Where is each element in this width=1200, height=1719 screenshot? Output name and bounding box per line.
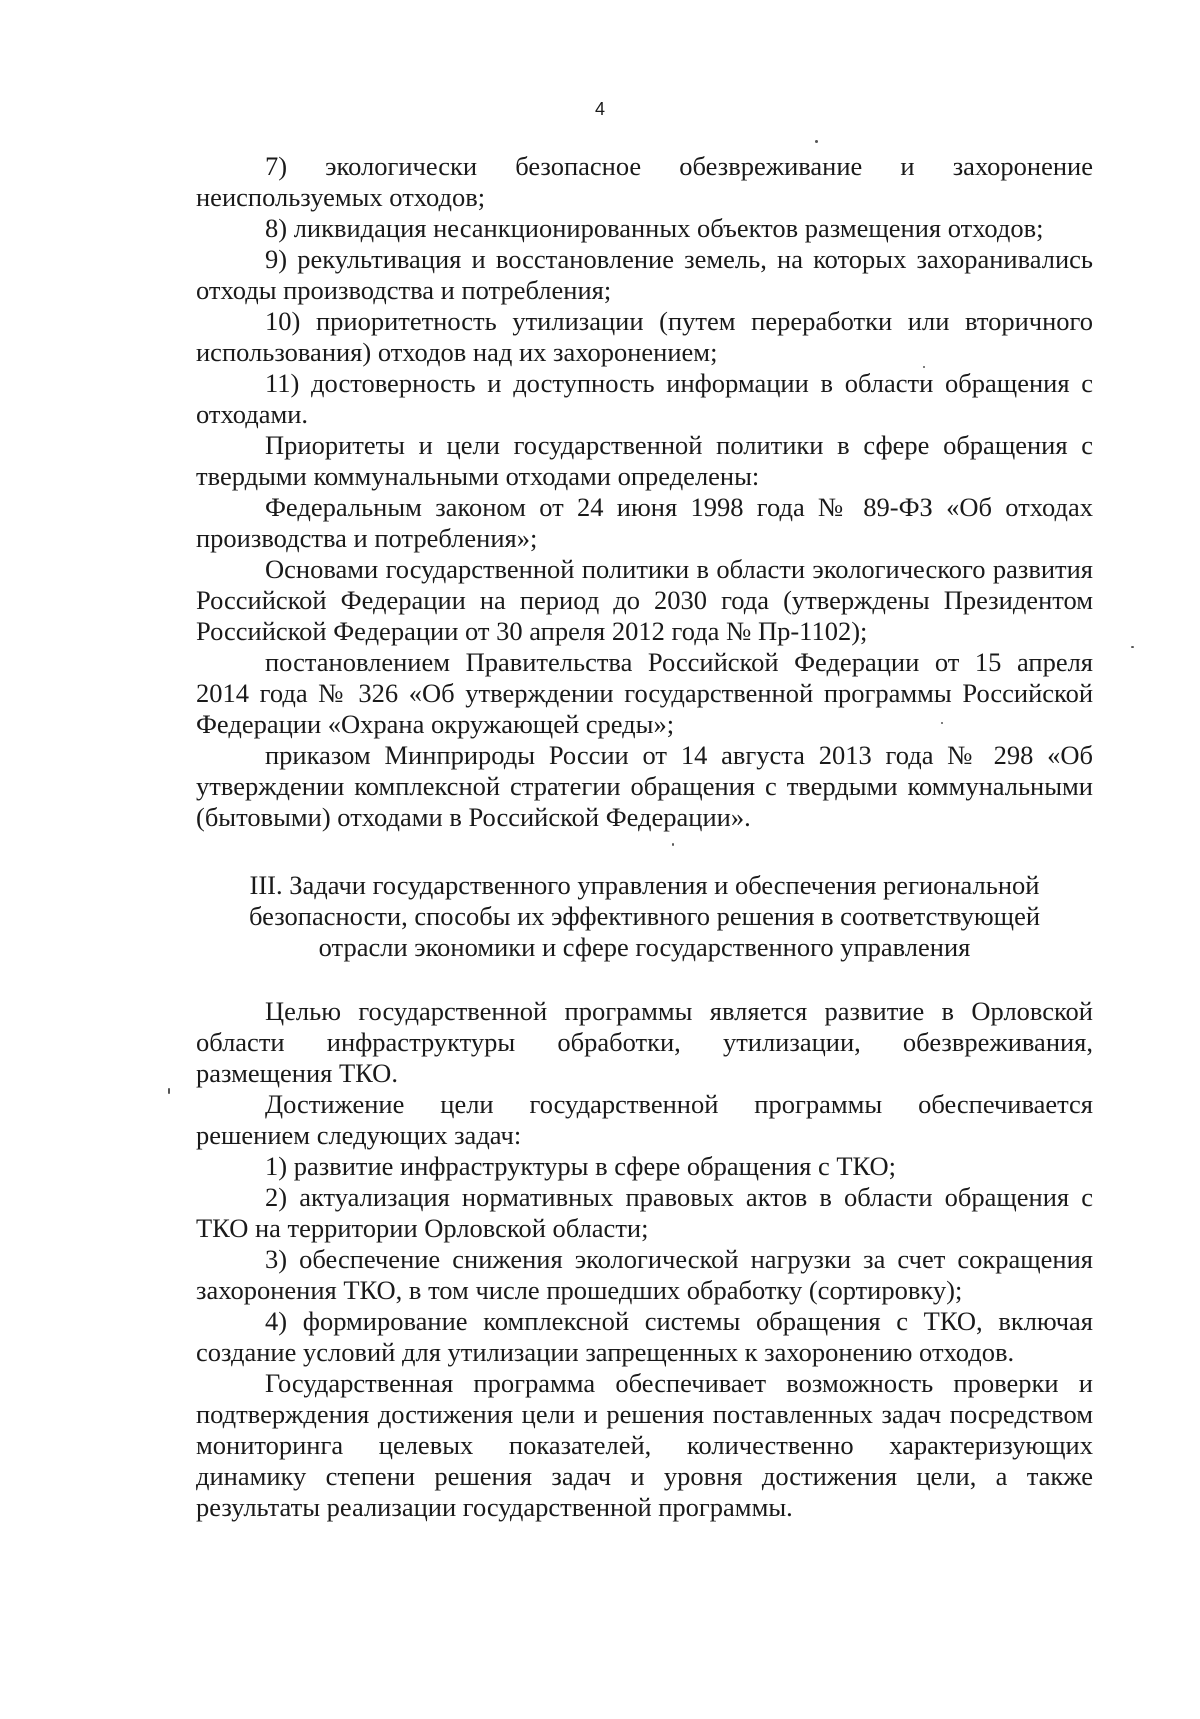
body-text-top <box>196 151 1093 833</box>
paragraph: Государственная программа обеспечивает возможность проверки и подтверждения достижения цели и решения поставленных задач посредством мониторинга целевых показателей, количественно характеризующих динамику степени решения задач и уровня достижения цели, а также результаты реализации государственной программы. <box>196 1368 1093 1522</box>
section-heading <box>196 870 1093 963</box>
scan-speck <box>815 140 818 143</box>
paragraph: 10) приоритетность утилизации (путем переработки или вторичного использования) отходов над их захоронением; <box>196 306 1093 367</box>
scan-speck <box>168 1088 170 1094</box>
paragraph: Федеральным законом от 24 июня 1998 года № 89-ФЗ «Об отходах производства и потребления»; <box>196 492 1093 553</box>
paragraph: Достижение цели государственной программы обеспечивается решением следующих задач: <box>196 1089 1093 1150</box>
paragraph: Приоритеты и цели государственной политики в сфере обращения с твердыми коммунальными отходами определены: <box>196 430 1093 491</box>
page-number: 4 <box>594 99 605 119</box>
section-heading-line: III. Задачи государственного управления и обеспечения региональной <box>249 870 1040 900</box>
scan-speck <box>672 843 674 846</box>
scan-speck <box>923 366 925 368</box>
section-heading-line: отрасли экономики и сфере государственного управления <box>318 932 971 962</box>
paragraph: 2) актуализация нормативных правовых актов в области обращения с ТКО на территории Орловской области; <box>196 1182 1093 1243</box>
paragraph: 8) ликвидация несанкционированных объектов размещения отходов; <box>265 213 1044 243</box>
scan-speck <box>1131 646 1134 648</box>
section-heading-line: безопасности, способы их эффективного решения в соответствующей <box>248 901 1041 931</box>
paragraph: приказом Минприроды России от 14 августа 2013 года № 298 «Об утверждении комплексной стратегии обращения с твердыми коммунальными (бытовыми) отходами в Российской Федерации». <box>196 740 1093 832</box>
paragraph: 11) достоверность и доступность информации в области обращения с отходами. <box>196 368 1093 429</box>
paragraph: 7) экологически безопасное обезвреживание и захоронение неиспользуемых отходов; <box>196 151 1093 212</box>
paragraph: 9) рекультивация и восстановление земель, на которых захоранивались отходы производства и потребления; <box>196 244 1093 305</box>
paragraph: постановлением Правительства Российской Федерации от 15 апреля 2014 года № 326 «Об утверждении государственной программы Российской Федерации «Охрана окружающей среды»; <box>196 647 1093 739</box>
paragraph: Целью государственной программы является развитие в Орловской области инфраструктуры обработки, утилизации, обезвреживания, размещения ТКО. <box>196 996 1093 1088</box>
paragraph: Основами государственной политики в области экологического развития Российской Федерации на период до 2030 года (утверждены Президентом Российской Федерации от 30 апреля 2012 года № Пр-1102); <box>196 554 1093 646</box>
paragraph: 4) формирование комплексной системы обращения с ТКО, включая создание условий для утилизации запрещенных к захоронению отходов. <box>196 1306 1093 1367</box>
paragraph: 1) развитие инфраструктуры в сфере обращения с ТКО; <box>265 1151 897 1181</box>
body-text-bottom <box>196 996 1093 1523</box>
paragraph: 3) обеспечение снижения экологической нагрузки за счет сокращения захоронения ТКО, в том числе прошедших обработку (сортировку); <box>196 1244 1093 1305</box>
scan-speck <box>941 722 943 724</box>
